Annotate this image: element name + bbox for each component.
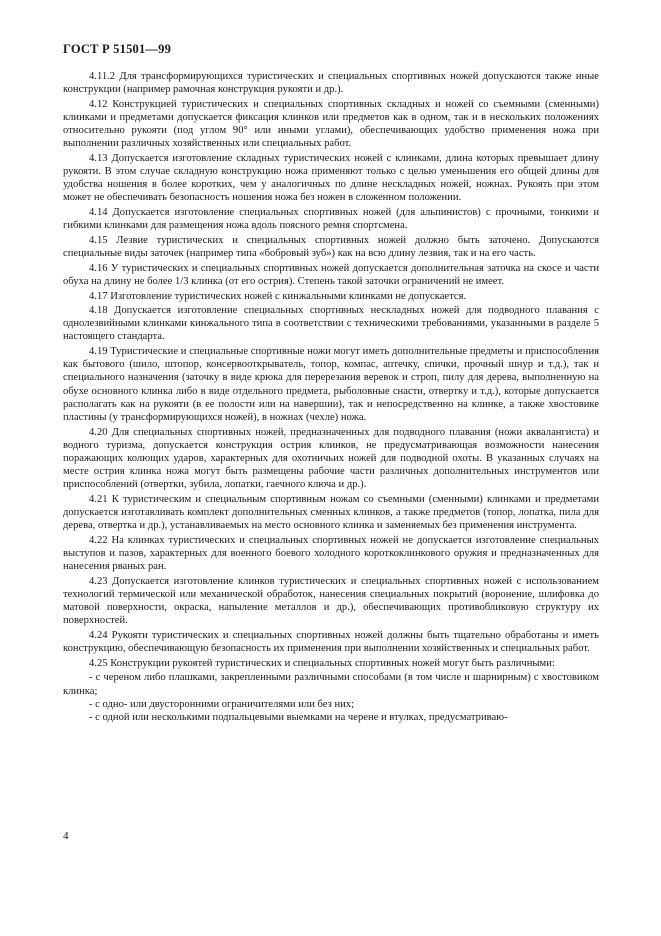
paragraph-4-13: 4.13 Допускается изготовление складных туристических ножей с клинками, длина которых превышает длину рукояти. В этом случае складную конструкцию ножа применяют только с целью уменьшения его общей длины для удобства ношения в более коротких, чем у аналогичных по длине нескладных ножей, ножнах. Рукоять при этом может не обеспечивать безопасность ношения ножа без ножен в сложенном положении. — [63, 152, 599, 204]
standard-header: ГОСТ Р 51501—99 — [63, 42, 172, 56]
document-body — [63, 70, 599, 724]
paragraph-4-14: 4.14 Допускается изготовление специальных спортивных ножей (для альпинистов) с прочными, тонкими и гибкими клинками для размещения ножа вдоль поясного ремня спортсмена. — [63, 207, 599, 232]
list-item: - с одной или несколькими подпальцевыми выемками на черене и втулках, предусматриваю- — [89, 711, 508, 723]
paragraph-4-19: 4.19 Туристические и специальные спортивные ножи могут иметь дополнительные предметы и приспособления как бытового (шило, штопор, консервооткрыватель, топор, компас, аптечку, спички, прочный шнур и т.д.), так и специального назначения (заточку в виде крюка для перерезания веревок и строп, пилу для дерева, выполненную на обухе основного клинка либо в виде отдельного предмета, рыболовные снасти, отвертку и т.д.), которые допускается располагать как на рукояти (в ее полости или на навершии), так и непосредственно на клинке, а также хвостовике пластины (у трансформирующихся ножей), в ножнах (чехле) ножа. — [63, 346, 599, 423]
paragraph-4-24: 4.24 Рукояти туристических и специальных спортивных ножей должны быть тщательно обработаны и иметь конструкцию, обеспечивающую безопасность их применения при выполнении хозяйственных и специальных работ. — [63, 629, 599, 655]
page-number: 4 — [63, 830, 69, 842]
paragraph-4-12: 4.12 Конструкцией туристических и специальных спортивных складных и ножей со съемными (сменными) клинками и предметами допускается фиксация клинков или предметов как в одном, так и в нескольких положениях относительно рукояти (под углом 90° или иными углами), обеспечивающих удобство применения ножа при выполнении различных хозяйственных или специальных работ. — [63, 98, 599, 150]
paragraph-4-11-2: 4.11.2 Для трансформирующихся туристических и специальных спортивных ножей допускаются также иные конструкции (например рамочная конструкция рукояти и др.). — [63, 71, 599, 96]
paragraph-4-18: 4.18 Допускается изготовление специальных спортивных нескладных ножей для подводного плавания с однолезвийными клинками кинжального типа в соответствии с техническими требованиями, указанными в разделе 5 настоящего стандарта. — [63, 305, 599, 343]
paragraph-4-17: 4.17 Изготовление туристических ножей с кинжальными клинками не допускается. — [89, 290, 467, 302]
paragraph-4-22: 4.22 На клинках туристических и специальных спортивных ножей не допускается изготовление специальных выступов и пазов, характерных для военного боевого холодного короткоклинкового оружия и предназначенных для нанесения рваных ран. — [63, 534, 599, 573]
paragraph-4-23: 4.23 Допускается изготовление клинков туристических и специальных спортивных ножей с использованием технологий термической или механической обработок, нанесения специальных покрытий (воронение, шлифовка до матовой поверхности, окраска, напыление металлов и др.), обеспечивающих противобликовую структуру их поверхностей. — [63, 575, 599, 627]
paragraph-4-15: 4.15 Лезвие туристических и специальных спортивных ножей должно быть заточено. Допускаются специальные виды заточек (например типа «бобровый зуб») как на всю длину лезвия, так и на его часть. — [63, 234, 599, 260]
list-item: - с одно- или двусторонними ограничителями или без них; — [89, 698, 355, 710]
paragraph-4-20: 4.20 Для специальных спортивных ножей, предназначенных для подводного плавания (ножи аквалангиста) и водного туризма, допускается конструкция острия клинков, не предусматривающая возможности нанесения поражающих колющих ударов, характерных для охотничьих ножей для подводной охоты. В указанных случаях на месте острия клинка ножа могут быть размещены рабочие части различных дополнительных инструментов или приспособлений (отвертки, зубила, лопатки, гаечного ключа и др.). — [63, 426, 599, 491]
paragraph-4-16: 4.16 У туристических и специальных спортивных ножей допускается дополнительная заточка на скосе и части обуха на длину не более 1/3 клинка (от его острия). Степень такой заточки ограничений не имеет. — [63, 262, 599, 287]
paragraph-4-25: 4.25 Конструкции рукоятей туристических и специальных спортивных ножей могут быть различными: — [89, 657, 555, 669]
list-item: - с череном либо плашками, закрепленными различными способами (в том числе и шарнирным) с хвостовиком клинка; — [63, 672, 599, 697]
paragraph-4-21: 4.21 К туристическим и специальным спортивным ножам со съемными (сменными) клинками и предметами допускается изготавливать комплект дополнительных сменных клинков, а также предметов (топор, лопатка, пила для дерева, отвертка и др.), устанавливаемых на место основного клинка и заменяемых без применения инструмента. — [63, 493, 599, 532]
